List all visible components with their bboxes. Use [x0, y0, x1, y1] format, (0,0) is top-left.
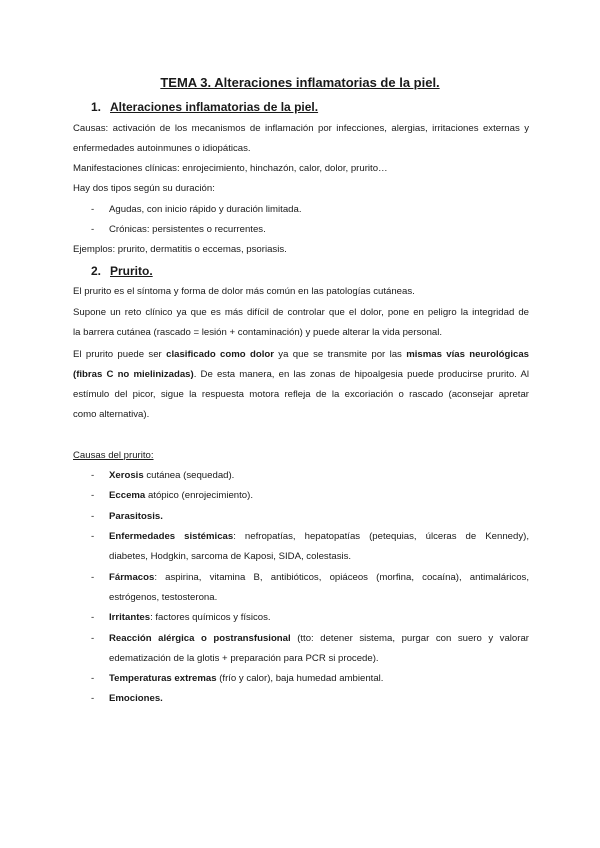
causas-line-1: Causas: activación de los mecanismos de inflamación por infecciones, alergias, irritaciones externas y	[73, 123, 529, 134]
bold-run: Fármacos	[109, 572, 155, 583]
list-item-text	[109, 692, 529, 705]
section-1-number: 1.	[91, 100, 102, 114]
list-dash: -	[91, 470, 95, 481]
bold-run: Eccema	[109, 490, 146, 501]
manifestaciones-line: Manifestaciones clínicas: enrojecimiento, hinchazón, calor, dolor, prurito…	[73, 163, 388, 174]
ejemplos-line: Ejemplos: prurito, dermatitis o eccemas, psoriasis.	[73, 244, 287, 255]
list-item-text: Crónicas: persistentes o recurrentes.	[109, 224, 266, 235]
list-dash: -	[91, 531, 95, 542]
list-item-text	[109, 632, 529, 645]
prurito-p2-line-1: Supone un reto clínico ya que es más difícil de controlar que el dolor, pone en peligro la integridad de	[73, 307, 529, 318]
prurito-p3-line-3: estímulo del picor, sigue la respuesta motora refleja de la excoriación o rascado (aconsejar apretar	[73, 389, 529, 400]
section-2-heading	[91, 264, 153, 278]
causas-prurito-heading	[73, 449, 529, 462]
list-dash: -	[91, 204, 95, 215]
causas-prurito-title: Causas del prurito:	[73, 450, 154, 461]
list-item-text	[109, 469, 529, 482]
bold-run: mismas vías neurológicas	[406, 349, 529, 360]
bold-run: Reacción alérgica o postransfusional	[109, 633, 291, 644]
causas-line-2: enfermedades autoinmunes o idiopáticas.	[73, 143, 251, 154]
prurito-p2-line-2: la barrera cutánea (rascado = lesión + contaminación) y puede alterar la vida personal.	[73, 327, 443, 338]
text-run: (tto: detener sistema, purgar con suero y valorar	[290, 633, 529, 644]
text-run: cutánea (sequedad).	[143, 470, 235, 481]
list-dash: -	[91, 612, 95, 623]
list-dash: -	[91, 673, 95, 684]
list-dash: -	[91, 572, 95, 583]
bold-run: Parasitosis.	[109, 511, 163, 522]
list-item-text	[109, 489, 529, 502]
text-run: : nefropatías, hepatopatías (petequias, úlceras de Kennedy),	[233, 531, 529, 542]
list-item-continuation: estrógenos, testosterona.	[109, 592, 218, 603]
text-run: : aspirina, vitamina B, antibióticos, opiáceos (morfina, cocaína), antimaláricos,	[154, 572, 529, 583]
document-title: TEMA 3. Alteraciones inflamatorias de la piel.	[160, 75, 440, 90]
prurito-p1: El prurito es el síntoma y forma de dolor más común en las patologías cutáneas.	[73, 286, 415, 297]
bold-run: Emociones.	[109, 693, 163, 704]
section-2-number: 2.	[91, 264, 102, 278]
list-item-text	[109, 571, 529, 584]
bold-run: Temperaturas extremas	[109, 673, 217, 684]
list-item-text	[109, 530, 529, 543]
list-item-text: Agudas, con inicio rápido y duración limitada.	[109, 204, 302, 215]
bold-run: Xerosis	[109, 470, 144, 481]
list-dash: -	[91, 224, 95, 235]
tipos-line: Hay dos tipos según su duración:	[73, 183, 215, 194]
text-run: El prurito puede ser	[73, 349, 167, 360]
bold-run: Irritantes	[109, 612, 151, 623]
list-item-continuation: diabetes, Hodgkin, sarcoma de Kaposi, SIDA, colestasis.	[109, 551, 352, 562]
prurito-p3-line-1	[73, 348, 529, 361]
text-run: : factores químicos y físicos.	[150, 612, 271, 623]
prurito-p3-line-4: como alternativa).	[73, 409, 150, 420]
text-run: atópico (enrojecimiento).	[145, 490, 253, 501]
bold-run: Enfermedades sistémicas	[109, 531, 234, 542]
list-dash: -	[91, 633, 95, 644]
bold-run: clasificado como dolor	[166, 349, 274, 360]
list-dash: -	[91, 511, 95, 522]
list-dash: -	[91, 693, 95, 704]
list-item-continuation: edematización de la glotis + preparación para PCR si procede).	[109, 653, 379, 664]
list-item-text	[109, 611, 529, 624]
bold-run: (fibras C no mielinizadas)	[73, 369, 194, 380]
section-1-heading	[91, 100, 318, 114]
prurito-p3-line-2	[73, 368, 529, 381]
list-dash: -	[91, 490, 95, 501]
list-item-text	[109, 672, 529, 685]
text-run: (frío y calor), baja humedad ambiental.	[216, 673, 384, 684]
section-2-title: Prurito.	[110, 264, 153, 278]
text-run: . De esta manera, en las zonas de hipoalgesia puede producirse prurito. Al	[193, 369, 529, 380]
list-item-text	[109, 510, 529, 523]
section-1-title: Alteraciones inflamatorias de la piel.	[110, 100, 319, 114]
text-run: ya que se transmite por las	[273, 349, 407, 360]
